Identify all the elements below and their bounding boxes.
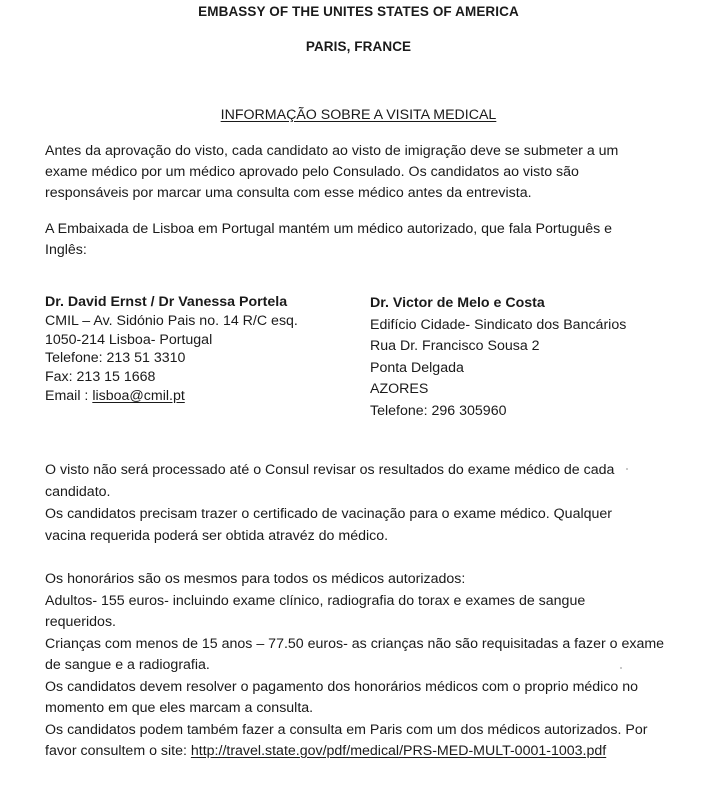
doctor-right-name: Dr. Victor de Melo e Costa xyxy=(370,295,545,311)
doctor-right-phone: Telefone: 296 305960 xyxy=(370,402,507,419)
doctor-left-fax: Fax: 213 15 1668 xyxy=(45,369,156,386)
processing-paragraph xyxy=(45,459,685,547)
doctor-right-city: Ponta Delgada xyxy=(370,359,464,376)
fees-line: requeridos. xyxy=(45,614,116,630)
fees-paragraph xyxy=(45,569,705,763)
doctor-right-address2: Rua Dr. Francisco Sousa 2 xyxy=(370,338,540,354)
doctor-left-address2: 1050-214 Lisboa- Portugal xyxy=(45,331,213,348)
scan-speck xyxy=(620,667,622,669)
intro-paragraph xyxy=(45,141,685,204)
email-label: Email : xyxy=(45,387,93,404)
fees-line: momento em que eles marcam a consulta. xyxy=(45,700,314,716)
email-link[interactable]: lisboa@cmil.pt xyxy=(92,387,185,404)
link-prefix: favor consultem o site: xyxy=(45,743,191,759)
lisbon-line: Inglês: xyxy=(45,242,87,258)
fees-line: Os candidatos podem também fazer a consulta em Paris com um dos médicos autorizados. Por xyxy=(45,721,648,738)
scan-speck xyxy=(626,468,628,470)
embassy-heading: EMBASSY OF THE UNITES STATES OF AMERICA xyxy=(198,4,519,19)
doctor-left-name: Dr. David Ernst / Dr Vanessa Portela xyxy=(45,294,288,310)
intro-line: exame médico por um médico aprovado pelo Consulado. Os candidatos ao visto são xyxy=(45,164,579,180)
doctor-left-block xyxy=(45,293,298,406)
doctor-left-address1: CMIL – Av. Sidónio Pais no. 14 R/C esq. xyxy=(45,312,298,329)
fees-line: Os honorários são os mesmos para todos os médicos autorizados: xyxy=(45,571,466,587)
fees-line: Adultos- 155 euros- incluindo exame clínico, radiografia do torax e exames de sangue xyxy=(45,592,586,609)
city-heading: PARIS, FRANCE xyxy=(305,39,412,54)
doctor-left-phone: Telefone: 213 51 3310 xyxy=(45,350,186,367)
doctor-right-address1: Edifício Cidade- Sindicato dos Bancários xyxy=(370,316,627,333)
lisbon-paragraph xyxy=(45,219,685,261)
intro-line: Antes da aprovação do visto, cada candidato ao visto de imigração deve se submeter a um xyxy=(45,143,619,159)
document-title: INFORMAÇÃO SOBRE A VISITA MEDICAL xyxy=(220,107,497,123)
processing-line: Os candidatos precisam trazer o certificado de vacinação para o exame médico. Qualquer xyxy=(45,506,613,522)
doctor-right-block xyxy=(370,293,626,422)
fees-line: Os candidatos devem resolver o pagamento dos honorários médicos com o proprio médico no xyxy=(45,678,639,695)
doctor-right-region: AZORES xyxy=(370,381,429,397)
intro-line: responsáveis por marcar uma consulta com esse médico antes da entrevista. xyxy=(45,185,532,201)
fees-link-line xyxy=(45,741,705,763)
fees-line: de sangue e a radiografia. xyxy=(45,657,210,673)
medical-pdf-link[interactable]: http://travel.state.gov/pdf/medical/PRS-MED-MULT-0001-1003.pdf xyxy=(190,743,607,759)
processing-line: candidato. xyxy=(45,484,111,500)
processing-line: O visto não será processado até o Consul revisar os resultados do exame médico de cada xyxy=(45,462,615,478)
doctor-left-email-line xyxy=(45,387,298,406)
lisbon-line: A Embaixada de Lisboa em Portugal mantém um médico autorizado, que fala Português e xyxy=(45,221,613,237)
processing-line: vacina requerida poderá ser obtida atravéz do médico. xyxy=(45,528,389,544)
fees-line: Crianças com menos de 15 anos – 77.50 euros- as crianças não são requisitadas a fazer o exame xyxy=(45,635,665,652)
